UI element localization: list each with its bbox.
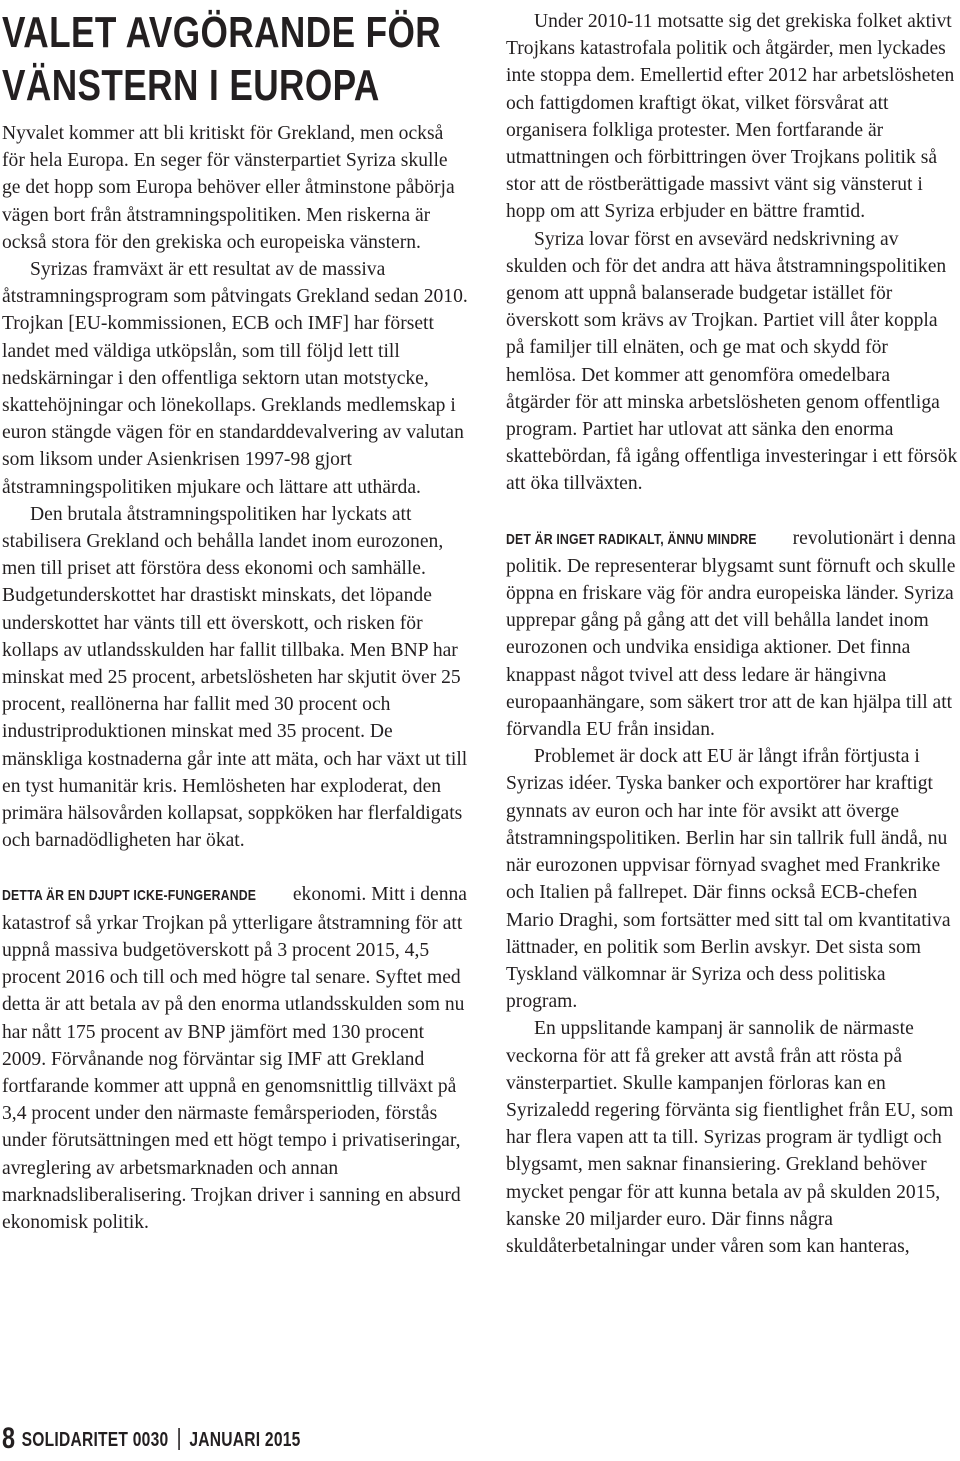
section-runin-heading-1: DETTA ÄR EN DJUPT ICKE-FUNGERANDE	[2, 887, 257, 905]
page-number: 8	[2, 1422, 16, 1455]
section-text-1: ekonomi. Mitt i denna katastrof så yrkar Trojkan på ytterligare åtstramning för att uppnå massiva budgetöverskott på 3 procent 2015, 4,5 procent 2016 och till och med högre tal senare. Syftet med detta är att betala av på den enorma utlandsskulden som nu har nått 175 procent av BNP jämfört med 130 procent 2009. Förvånande nog förväntar sig IMF att Grekland fortfarande kommer att uppnå en genomsnittlig tillväxt på 3,4 procent under den närmaste femårsperioden, förstås under förutsättningen med ett högt tempo i privatiseringar, avreglering av arbetsmarknaden och annan marknadsliberalisering. Trojkan driver i sanning en absurd ekonomisk politik.	[2, 884, 468, 1233]
section-paragraph-2	[506, 525, 958, 744]
article-headline	[2, 6, 468, 112]
headline-line-2: VÄNSTERN I EUROPA	[2, 61, 380, 110]
body-paragraph: En uppslitande kampanj är sannolik de närmaste veckorna för att få greker att avstå från att rösta på vänsterpartiet. Skulle kampanjen förloras kan en Syrizaledd regering förvänta sig fientlighet från EU, som har flera vapen att ta till. Syrizas program är tydligt och blygsamt, men saknar finansiering. Grekland behöver mycket pengar för att kunna betala av på skulden 2015, kanske 20 miljarder euro. Där finns några skuldåterbetalningar under våren som kan hanteras,	[506, 1018, 954, 1257]
section-text-2: revolutionärt i denna politik. De representerar blygsamt sunt förnuft och skulle öppna en friskare väg för andra europeiska länder. Syriza upprepar gång på gång att det vill behålla landet inom eurozonen och undvika ensidiga aktioner. Det finna knappast något tvivel att dess ledare är hängivna europaanhängare, som säkert tror att de kan hjälpa till att förvandla EU från insidan.	[506, 527, 956, 741]
left-column	[2, 0, 468, 1236]
body-paragraph: Syrizas framväxt är ett resultat av de massiva åtstramningsprogram som påtvingats Grekland sedan 2010. Trojkan [EU-kommissionen, ECB och IMF] har försett landet med väldiga utköpslån, som till följd lett till nedskärningar i den offentliga sektorn utan motstycke, skattehöjningar och lönekollaps. Greklands medlemskap i euron stängde vägen för en standarddevalvering av valutan som liksom under Asienkrisen 1997-98 gjort åtstramningspolitiken mjukare och lättare att uthärda.	[2, 259, 468, 498]
body-paragraph: Den brutala åtstramningspolitiken har lyckats att stabilisera Grekland och behålla landet inom eurozonen, men till priset att förstöra dess ekonomi och samhälle. Budgetunderskottet har drastiskt minskats, det löpande underskottet har vänts till ett överskott, och risken för kollaps av utlandsskulden har fallit tillbaka. Men BNP har minskat med 25 procent, arbetslösheten har skjutit över 25 procent, reallönerna har fallit med 30 procent och industriproduktionen minskat med 35 procent. De mänskliga kostnaderna går inte att mäta, och har växt ut till en tyst humanitär kris. Hemlösheten har exploderat, den primära hälsovården kollapsat, soppköken har flerfaldigats och barnadödligheten har ökat.	[2, 503, 468, 852]
body-paragraph: Problemet är dock att EU är långt ifrån förtjusta i Syrizas idéer. Tyska banker och exportörer har kraftigt gynnats av euron och har inte för avsikt att överge åtstramningspolitiken. Berlin har sin tallrik full ändå, nu när eurozonen uppvisar förnyad svaghet med Frankrike och Italien på fallrepet. Där finns också ECB-chefen Mario Draghi, som fortsätter med sitt tal om kvantitativa lättnader, en politik som Berlin avskyr. Det sista som Tyskland välkomnar är Syriza och dess politiska program.	[506, 746, 951, 1013]
right-column	[506, 0, 958, 1260]
headline-line-1: VALET AVGÖRANDE FÖR	[2, 8, 442, 57]
footer-divider	[178, 1428, 180, 1450]
body-paragraph: Under 2010-11 motsatte sig det grekiska folket aktivt Trojkans katastrofala politik och åtgärder, men lyckades inte stoppa dem. Emellertid efter 2012 har arbetslösheten och fattigdomen kraftigt ökat, vilket försvårat att organisera folkliga protester. Men fortfarande är utmattningen och förbittringen över Trojkans politik så stor att de röstberättigade massivt vänt sig vänsterut i hopp om att Syriza erbjuder en bättre framtid.	[506, 11, 955, 223]
section-paragraph-1	[2, 881, 468, 1236]
page-footer	[2, 1422, 301, 1456]
section-runin-heading-2: DET ÄR INGET RADIKALT, ÄNNU MINDRE	[506, 530, 757, 548]
lead-paragraph: Nyvalet kommer att bli kritiskt för Grekland, men också för hela Europa. En seger för vänsterpartiet Syriza skulle ge det hopp som Europa behöver eller åtminstone påbörja vägen bort från åtstramningspolitiken. Men riskerna är också stora för den grekiska och europeiska vänstern.	[2, 123, 455, 253]
issue-date: JANUARI 2015	[189, 1429, 301, 1451]
body-paragraph: Syriza lovar först en avsevärd nedskrivning av skulden och för det andra att häva åtstramningspolitiken genom att uppnå balanserade budgetar istället för överskott som krävs av Trojkan. Partiet vill åter koppla på familjer till elnäten, och ge mat och skydd för hemlösa. Det kommer att genomföra omedelbara åtgärder för att minska arbetslösheten genom offentliga program. Partiet har utlovat att sänka den enorma skattebördan, få igång offentliga investeringar i ett försök att öka tillväxten.	[506, 228, 958, 495]
publication-name: SOLIDARITET 0030	[21, 1429, 169, 1451]
